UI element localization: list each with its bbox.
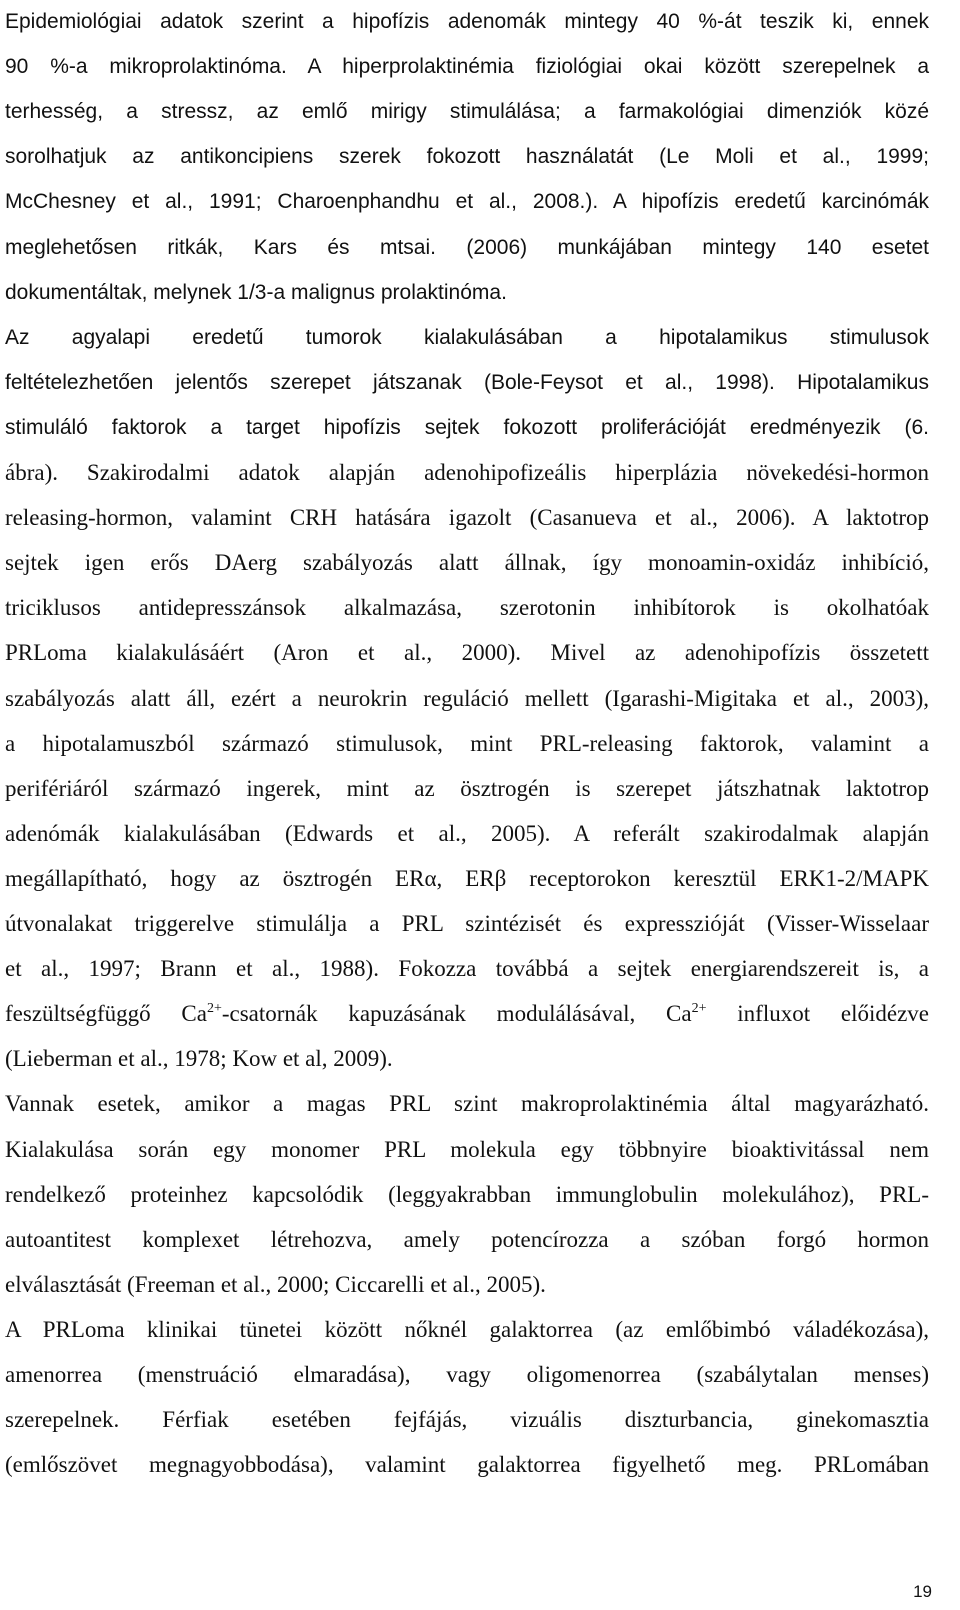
text-line: McChesney et al., 1991; Charoenphandhu et al., 2008.). A hipofízis eredetű karcinómák [5,190,929,214]
text-line: Az agyalapi eredetű tumorok kialakulásában a hipotalamikus stimulusok [5,325,929,349]
text-line: stimuláló faktorok a target hipofízis sejtek fokozott proliferációját eredményezik (6. [5,415,929,439]
text-line: et al., 1997; Brann et al., 1988). Fokozza továbbá a sejtek energiarendszereit is, a [5,956,929,982]
text-line: Kialakulása során egy monomer PRL molekula egy többnyire bioaktivitással nem [5,1136,929,1162]
text-line: terhesség, a stressz, az emlő mirigy stimulálása; a farmakológiai dimenziók közé [5,100,929,124]
text-line: autoantitest komplexet létrehozva, amely potencírozza a szóban forgó hormon [5,1226,929,1252]
text-line: útvonalakat triggerelve stimulálja a PRL szintézisét és expresszióját (Visser-Wisselaar [5,911,929,936]
text-segment: feszültségfüggő Ca [5,1001,207,1027]
text-line: ábra). Szakirodalmi adatok alapján adenohipofizeális hiperplázia növekedési-hormon [5,460,929,485]
superscript-charge: 2+ [691,1001,707,1017]
page-number: 19 [913,1582,932,1601]
text-line: szabályozás alatt áll, ezért a neurokrin reguláció mellett (Igarashi-Migitaka et al., 2003), [5,685,929,711]
text-line: adenómák kialakulásában (Edwards et al., 2005). A referált szakirodalmak alapján [5,820,929,846]
text-line: megállapítható, hogy az ösztrogén ERα, ERβ receptorokon keresztül ERK1-2/MAPK [5,865,929,891]
text-line: (Lieberman et al., 1978; Kow et al, 2009). [5,1046,393,1072]
text-segment: -csatornák kapuzásának modulálásával, Ca [221,1001,692,1027]
text-line: meglehetősen ritkák, Kars és mtsai. (2006) munkájában mintegy 140 esetet [5,235,929,259]
text-line: 90 %-a mikroprolaktinóma. A hiperprolaktinémia fiziológiai okai között szerepelnek a [5,55,929,79]
text-line: a hipotalamuszból származó stimulusok, mint PRL-releasing faktorok, valamint a [5,730,929,756]
text-line: elválasztását (Freeman et al., 2000; Ciccarelli et al., 2005). [5,1271,546,1297]
superscript-charge: 2+ [206,1001,222,1017]
text-line [5,992,929,1036]
text-line: triciklusos antidepresszánsok alkalmazása, szerotonin inhibítorok is okolhatóak [5,595,929,621]
text-line: amenorrea (menstruáció elmaradása), vagy oligomenorrea (szabálytalan menses) [5,1362,929,1387]
text-line: Epidemiológiai adatok szerint a hipofízis adenomák mintegy 40 %-át teszik ki, ennek [5,10,929,33]
text-line: (emlőszövet megnagyobbodása), valamint galaktorrea figyelhető meg. PRLomában [5,1452,929,1478]
text-line: dokumentáltak, melynek 1/3-a malignus prolaktinóma. [5,280,507,304]
text-line: perifériáról származó ingerek, mint az ösztrogén is szerepet játszhatnak laktotrop [5,775,929,801]
text-line: feltételezhetően jelentős szerepet játszanak (Bole-Feysot et al., 1998). Hipotalamikus [5,370,929,394]
text-line: PRLoma kialakulásáért (Aron et al., 2000). Mivel az adenohipofízis összetett [5,640,929,666]
text-line: rendelkező proteinhez kapcsolódik (leggyakrabban immunglobulin molekulához), PRL- [5,1181,929,1207]
text-line: releasing-hormon, valamint CRH hatására igazolt (Casanueva et al., 2006). A laktotrop [5,505,929,531]
text-line: szerepelnek. Férfiak esetében fejfájás, vizuális diszturbancia, ginekomasztia [5,1407,929,1433]
text-line: sorolhatjuk az antikoncipiens szerek fokozott használatát (Le Moli et al., 1999; [5,145,929,169]
text-segment: influxot előidézve [706,1001,929,1027]
text-line: sejtek igen erős DAerg szabályozás alatt állnak, így monoamin-oxidáz inhibíció, [5,550,929,576]
text-line: A PRLoma klinikai tünetei között nőknél galaktorrea (az emlőbimbó váladékozása), [5,1316,929,1342]
text-line: Vannak esetek, amikor a magas PRL szint makroprolaktinémia által magyarázható. [5,1091,929,1117]
